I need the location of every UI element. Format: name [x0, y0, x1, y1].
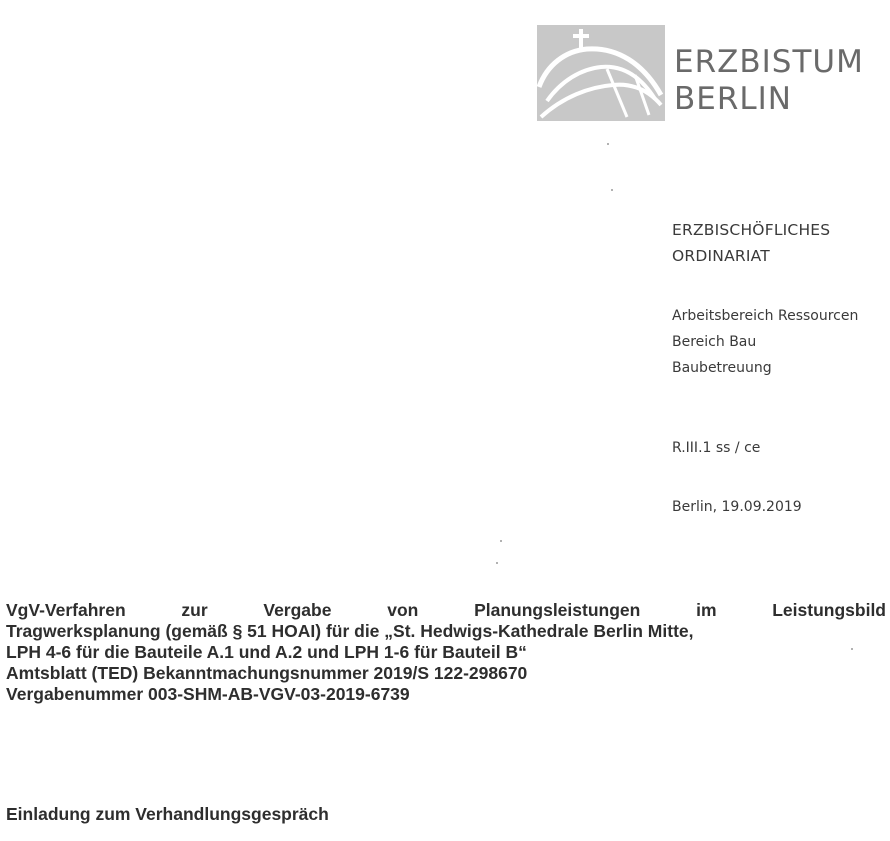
- dept-line-2: Bereich Bau: [672, 334, 757, 350]
- dept-line-1: Arbeitsbereich Ressourcen: [672, 308, 859, 324]
- reference-code: R.III.1 ss / ce: [672, 440, 761, 456]
- org-line-1: ERZBISCHÖFLICHES: [672, 221, 831, 239]
- org-line-2: ORDINARIAT: [672, 247, 770, 265]
- sender-organization: [672, 217, 830, 269]
- letter-heading: Einladung zum Verhandlungsgespräch: [6, 804, 329, 824]
- subject-line-5: Vergabenummer 003-SHM-AB-VGV-03-2019-6739: [6, 684, 410, 704]
- scan-speck: [500, 540, 502, 542]
- scan-speck: [496, 562, 498, 564]
- sender-department: [672, 303, 858, 381]
- subject-line-1: VgV-Verfahren zur Vergabe von Planungsleistungen im Leistungsbild: [6, 600, 886, 620]
- brand-line-1: ERZBISTUM: [674, 44, 864, 80]
- brand-wordmark: [674, 44, 864, 118]
- subject-line-3: LPH 4-6 für die Bauteile A.1 und A.2 und LPH 1-6 für Bauteil B“: [6, 642, 527, 662]
- subject-line-4: Amtsblatt (TED) Bekanntmachungsnummer 2019/S 122-298670: [6, 663, 528, 683]
- brand-line-2: BERLIN: [674, 81, 792, 117]
- letter-date: Berlin, 19.09.2019: [672, 499, 802, 515]
- cathedral-dome-logo: [537, 25, 665, 121]
- dept-line-3: Baubetreuung: [672, 360, 772, 376]
- scan-speck: [611, 189, 613, 191]
- subject-line-2: Tragwerksplanung (gemäß § 51 HOAI) für die „St. Hedwigs-Kathedrale Berlin Mitte,: [6, 621, 694, 641]
- subject-block: [6, 600, 886, 705]
- scan-speck: [607, 143, 609, 145]
- scan-speck: [851, 648, 853, 650]
